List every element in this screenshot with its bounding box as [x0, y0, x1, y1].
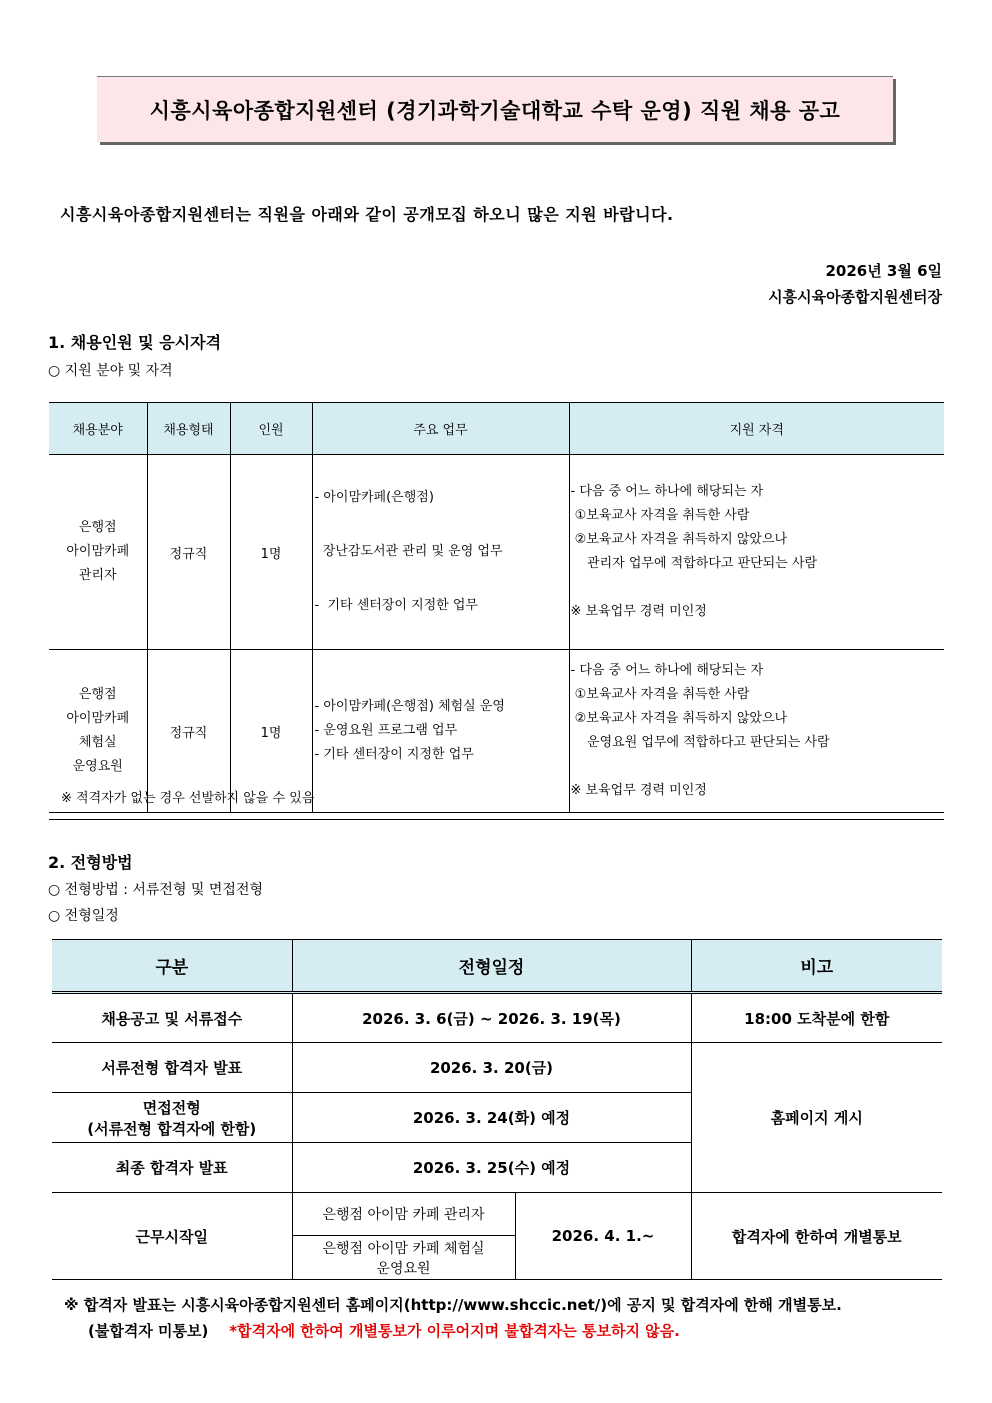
note-cell: 홈페이지 게시: [691, 1043, 942, 1193]
duties-cell: - 아이맘카페(은행점) 체험실 운영 - 운영요원 프로그램 업무 - 기타 센터장이 지정한 업무: [312, 650, 569, 813]
col-schedule: 전형일정: [292, 940, 691, 993]
footer-line1: ※ 합격자 발표는 시흥시육아종합지원센터 홈페이지(http://www.shccic.net/)에 공지 및 합격자에 한해 개별통보.: [64, 1296, 842, 1314]
col-field: 채용분야: [49, 403, 147, 455]
note-cell: 18:00 도착분에 한함: [691, 993, 942, 1043]
label-cell: 근무시작일: [52, 1193, 292, 1280]
type-cell: 정규직: [147, 455, 230, 650]
col-qualification: 지원 자격: [569, 403, 944, 455]
positions-table: [49, 402, 944, 813]
footer-note: [64, 1292, 842, 1344]
label-cell: 서류전형 합격자 발표: [52, 1043, 292, 1093]
page-title: 시흥시육아종합지원센터 (경기과학기술대학교 수탁 운영) 직원 채용 공고: [149, 98, 841, 123]
title-banner: [97, 76, 893, 142]
notice-date: 2026년 3월 6일: [825, 262, 942, 280]
intro-text: 시흥시육아종합지원센터는 직원을 아래와 같이 공개모집 하오니 많은 지원 바랍니다.: [60, 205, 674, 224]
col-duties: 주요 업무: [312, 403, 569, 455]
col-remarks: 비고: [691, 940, 942, 993]
date-cell: 2026. 3. 20(금): [292, 1043, 691, 1093]
col-type: 채용형태: [147, 403, 230, 455]
schedule-table: [52, 939, 942, 1280]
date-cell: 2026. 3. 24(화) 예정: [292, 1093, 691, 1143]
field-cell: 은행점 아이맘카페 체험실 운영요원: [49, 650, 147, 813]
field-cell: 은행점 아이맘카페 관리자: [49, 455, 147, 650]
label-cell: 면접전형 (서류전형 합격자에 한함): [52, 1093, 292, 1143]
note-cell: 합격자에 한하여 개별통보: [691, 1193, 942, 1280]
section2-sub-schedule: ○ 전형일정: [48, 908, 119, 924]
section2-heading: 2. 전형방법: [48, 853, 133, 872]
col-category: 구분: [52, 940, 292, 993]
section1-sub: ○ 지원 분야 및 자격: [48, 363, 173, 379]
count-cell: 1명: [230, 650, 312, 813]
table-row: [52, 1043, 942, 1093]
qualification-cell: - 다음 중 어느 하나에 해당되는 자 ①보육교사 자격을 취득한 사람 ②보육교사 자격을 취득하지 않았으나 관리자 업무에 적합하다고 판단되는 사람 ※ 보육업무 경력 미인정: [569, 455, 944, 650]
issuer: 시흥시육아종합지원센터장: [768, 288, 942, 306]
table-row: [52, 1193, 942, 1236]
date-cell: 2026. 3. 25(수) 예정: [292, 1143, 691, 1193]
label-cell: 채용공고 및 서류접수: [52, 993, 292, 1043]
date-cell: 2026. 3. 6(금) ~ 2026. 3. 19(목): [292, 993, 691, 1043]
section2-sub-method: ○ 전형방법 : 서류전형 및 면접전형: [48, 882, 263, 898]
date-block: [768, 258, 942, 310]
label-cell: 최종 합격자 발표: [52, 1143, 292, 1193]
footer-line2b: *합격자에 한하여 개별통보가 이루어지며 불합격자는 통보하지 않음.: [229, 1322, 680, 1340]
type-cell: 정규직: [147, 650, 230, 813]
col-count: 인원: [230, 403, 312, 455]
position-cell: 은행점 아이맘 카페 체험실 운영요원: [292, 1236, 515, 1280]
table-row: [52, 993, 942, 1043]
duties-cell: - 아이맘카페(은행점) 장난감도서관 관리 및 운영 업무 - 기타 센터장이 지정한 업무: [312, 455, 569, 650]
schedule-header-row: [52, 940, 942, 993]
table-row: [49, 455, 944, 650]
count-cell: 1명: [230, 455, 312, 650]
positions-header-row: [49, 403, 944, 455]
eligibility-note: ※ 적격자가 없는 경우 선발하지 않을 수 있음: [49, 780, 944, 820]
position-cell: 은행점 아이맘 카페 관리자: [292, 1193, 515, 1236]
section1-heading: 1. 채용인원 및 응시자격: [48, 333, 222, 352]
footer-line2a: (불합격자 미통보): [88, 1322, 209, 1340]
date-cell: 2026. 4. 1.~: [515, 1193, 691, 1280]
qualification-cell: - 다음 중 어느 하나에 해당되는 자 ①보육교사 자격을 취득한 사람 ②보육교사 자격을 취득하지 않았으나 운영요원 업무에 적합하다고 판단되는 사람 ※ 보육업무 경력 미인정: [569, 650, 944, 813]
